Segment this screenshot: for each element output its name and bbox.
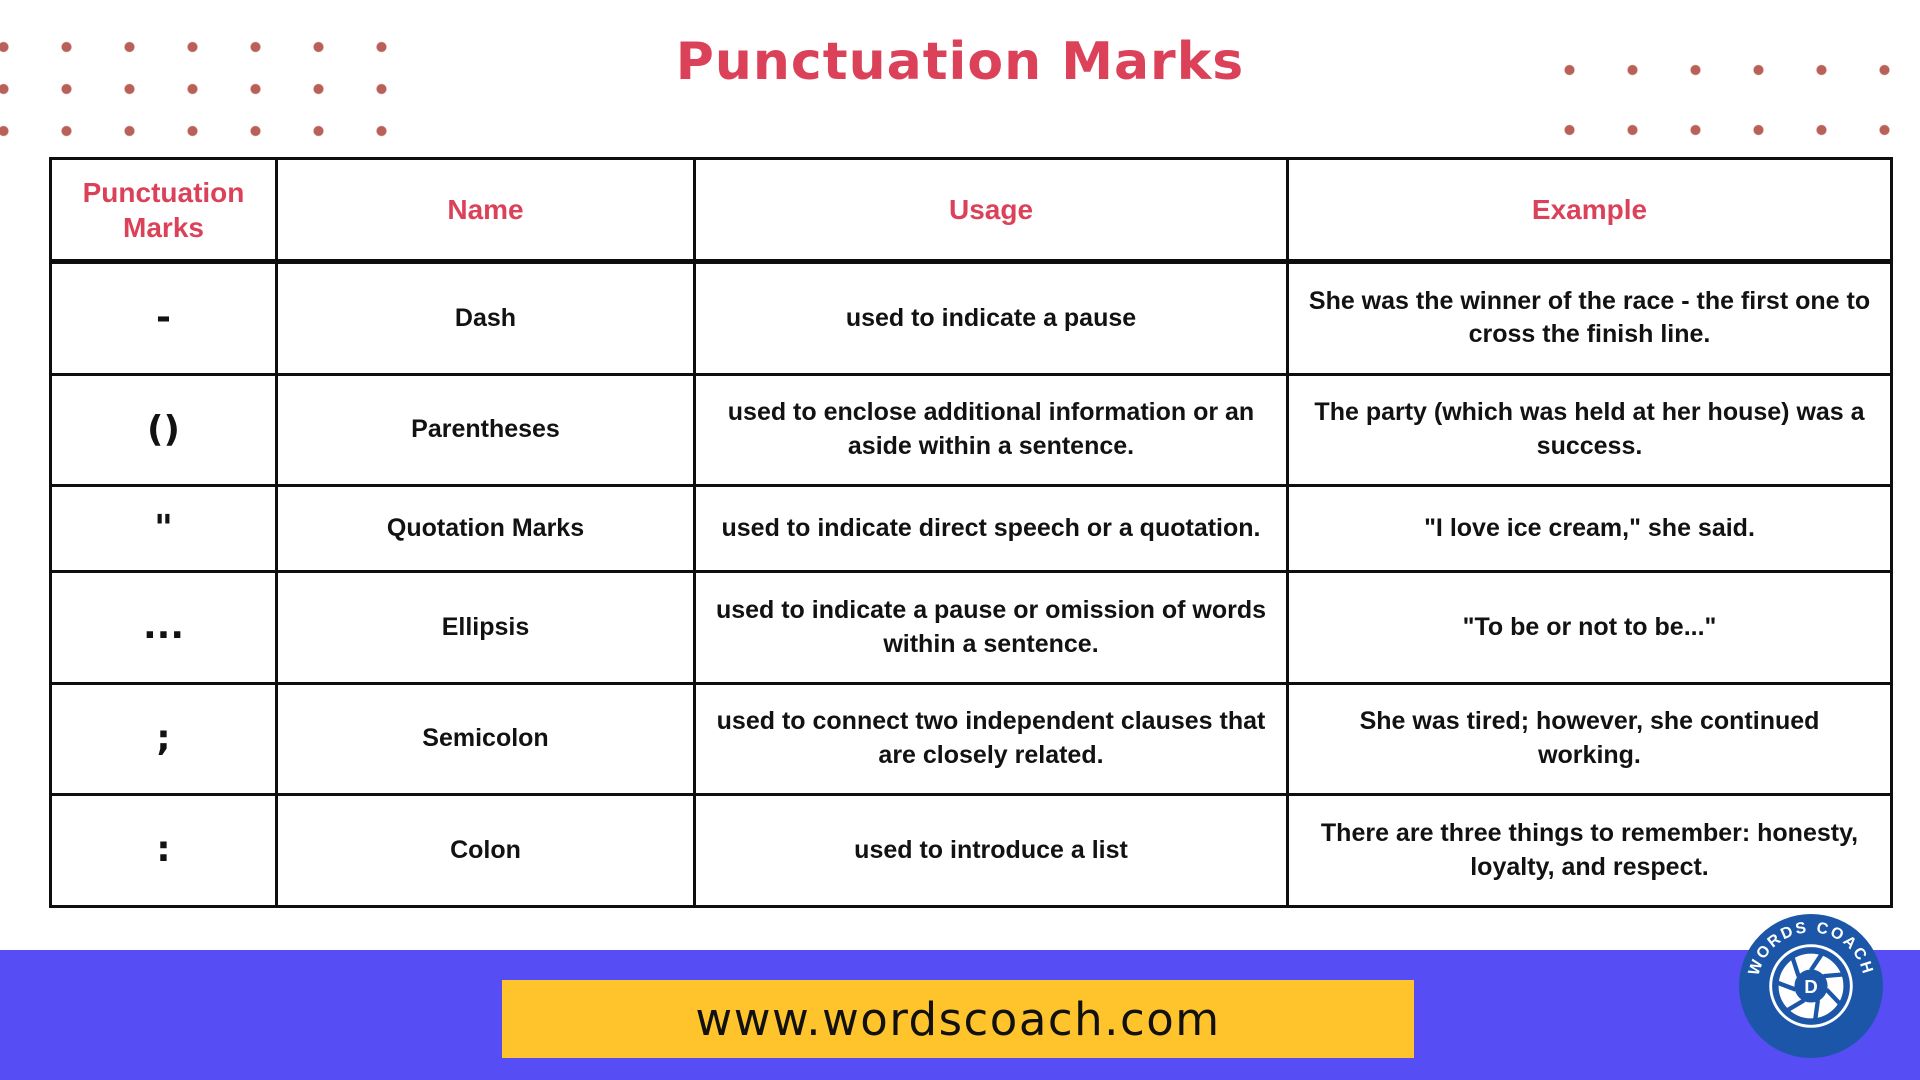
column-header-usage: Usage bbox=[695, 159, 1288, 262]
table-row bbox=[51, 486, 1892, 572]
cell-example: The party (which was held at her house) was a success. bbox=[1288, 374, 1892, 486]
cell-mark: " bbox=[51, 486, 277, 572]
table-row bbox=[51, 374, 1892, 486]
cell-mark: () bbox=[51, 374, 277, 486]
cell-example: "I love ice cream," she said. bbox=[1288, 486, 1892, 572]
table-body bbox=[51, 262, 1892, 907]
column-header-example: Example bbox=[1288, 159, 1892, 262]
cell-example: "To be or not to be..." bbox=[1288, 572, 1892, 684]
cell-example: She was the winner of the race - the first one to cross the finish line. bbox=[1288, 262, 1892, 375]
logo-center-letter: D bbox=[1804, 976, 1818, 998]
cell-usage: used to enclose additional information or an aside within a sentence. bbox=[695, 374, 1288, 486]
cell-mark: - bbox=[51, 262, 277, 375]
cell-name: Ellipsis bbox=[277, 572, 695, 684]
cell-name: Semicolon bbox=[277, 683, 695, 795]
header-row bbox=[51, 159, 1892, 262]
punctuation-table-container bbox=[49, 157, 1890, 908]
website-banner bbox=[502, 980, 1414, 1058]
logo-ring-text: WORDS COACH bbox=[1745, 919, 1877, 978]
website-url: www.wordscoach.com bbox=[695, 992, 1221, 1046]
cell-name: Quotation Marks bbox=[277, 486, 695, 572]
column-header-marks: Punctuation Marks bbox=[51, 159, 277, 262]
cell-mark: : bbox=[51, 795, 277, 907]
cell-usage: used to indicate a pause or omission of words within a sentence. bbox=[695, 572, 1288, 684]
punctuation-table bbox=[49, 157, 1893, 908]
page-title: Punctuation Marks bbox=[675, 32, 1245, 92]
cell-name: Parentheses bbox=[277, 374, 695, 486]
cell-example: She was tired; however, she continued working. bbox=[1288, 683, 1892, 795]
table-row bbox=[51, 262, 1892, 375]
cell-name: Dash bbox=[277, 262, 695, 375]
column-header-name: Name bbox=[277, 159, 695, 262]
cell-usage: used to introduce a list bbox=[695, 795, 1288, 907]
cell-example: There are three things to remember: honesty, loyalty, and respect. bbox=[1288, 795, 1892, 907]
cell-usage: used to indicate direct speech or a quotation. bbox=[695, 486, 1288, 572]
cell-usage: used to indicate a pause bbox=[695, 262, 1288, 375]
cell-mark: ... bbox=[51, 572, 277, 684]
cell-mark: ; bbox=[51, 683, 277, 795]
words-coach-logo bbox=[1739, 914, 1883, 1058]
cell-usage: used to connect two independent clauses that are closely related. bbox=[695, 683, 1288, 795]
table-row bbox=[51, 683, 1892, 795]
cell-name: Colon bbox=[277, 795, 695, 907]
table-row bbox=[51, 572, 1892, 684]
table-row bbox=[51, 795, 1892, 907]
